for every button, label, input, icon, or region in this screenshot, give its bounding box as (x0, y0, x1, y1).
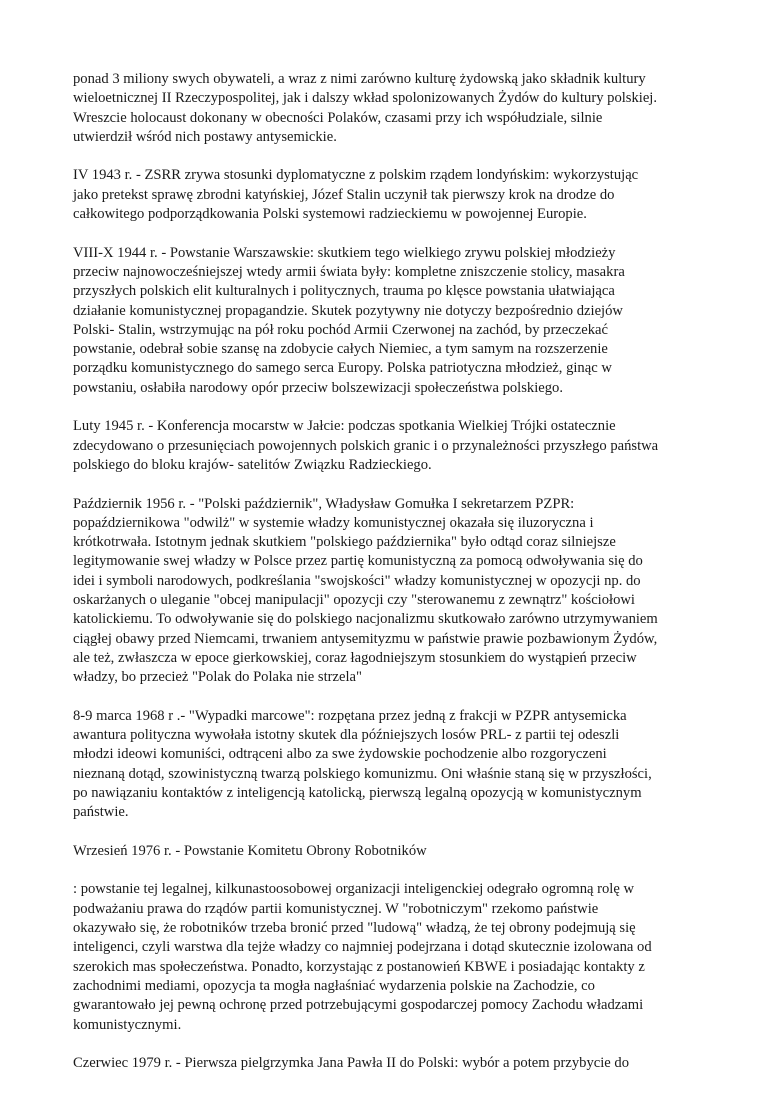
paragraph-1976-kor-heading: Wrzesień 1976 r. - Powstanie Komitetu Obrony Robotników (73, 842, 427, 859)
paragraph-1968-march: 8-9 marca 1968 r .- "Wypadki marcowe": rozpętana przez jedną z frakcji w PZPR antysemicka awantura polityczna wywołała istotny skutek dla późniejszych losów PRL- z partii tej odeszli młodzi ideowi komuniści, odtrąceni albo za swe żydowskie pochodzenie albo rozgoryczeni nieznaną dotąd, szowinistyczną twarzą polskiego komunizmu. Oni właśnie staną się w przyszłości, po nawiązaniu kontaktów z inteligencją katolicką, pierwszą legalną opozycją w komunistycznym państwie. (73, 707, 652, 821)
paragraph-1979-pilgrimage: Czerwiec 1979 r. - Pierwsza pielgrzymka Jana Pawła II do Polski: wybór a potem przybycie do (73, 1055, 630, 1072)
paragraph-1943-zsrr: IV 1943 r. - ZSRR zrywa stosunki dyplomatyczne z polskim rządem londyńskim: wykorzystując jako pretekst sprawę zbrodni katyńskiej, Józef Stalin uczynił tak pierwszy krok na drodze do całkowitego podporządkowania Polski systemowi radzieckiemu w powojennej Europie. (73, 167, 639, 223)
paragraph-1945-yalta: Luty 1945 r. - Konferencja mocarstw w Jałcie: podczas spotkania Wielkiej Trójki ostatecznie zdecydowano o przesunięciach powojennych polskich granic i o przynależności przyszłego państwa polskiego do bloku krajów- satelitów Związku Radzieckiego. (73, 418, 659, 473)
paragraph-holocaust-continuation: ponad 3 miliony swych obywateli, a wraz z nimi zarówno kulturę żydowską jako składnik kultury wieloetnicznej II Rzeczypospolitej, jak i dalszy wkład spolonizowanych Żydów do kultury polskiej. Wreszcie holocaust dokonany w obecności Polaków, czasami przy ich współudziale, silnie utwierdził wśród nich postawy antysemickie. (73, 71, 658, 145)
document-body (73, 70, 701, 1093)
paragraph-1944-warsaw-uprising: VIII-X 1944 r. - Powstanie Warszawskie: skutkiem tego wielkiego zrywu polskiej młodzieży przeciw najnowocześniejszej wtedy armii świata były: kompletne zniszczenie stolicy, masakra przyszłych polskich elit kulturalnych i politycznych, trauma po klęsce powstania ułatwiająca działanie komunistycznej propagandzie. Skutek pozytywny nie dotyczy bezpośrednio dziejów Polski- Stalin, wstrzymując na pół roku pochód Armii Czerwonej na zachód, by przeczekać powstanie, odebrał sobie szansę na zdobycie całych Niemiec, a tym samym na rozszerzenie porządku komunistycznego do samego serca Europy. Polska patriotyczna młodzież, ginąc w powstaniu, osłabiła narodowy opór przeciw bolszewizacji społeczeństwa polskiego. (73, 244, 625, 396)
paragraph-1956-october: Październik 1956 r. - "Polski październik", Władysław Gomułka I sekretarzem PZPR: popaździernikowa "odwilż" w systemie władzy komunistycznej okazała się iluzoryczna i krótkotrwała. Istotnym jednak skutkiem "polskiego października" było odtąd coraz silniejsze legitymowanie swej władzy w Polsce przez partię komunistyczną za pomocą odwoływania się do idei i symboli narodowych, podkreślania "swojskości" władzy komunistycznej w opozycji np. do oskarżanych o uleganie "obcej manipulacji" opozycji czy "sterowanemu z zewnątrz" kościołowi katolickiemu. To odwoływanie się do polskiego nacjonalizmu skutkowało zarówno utrzymywaniem ciągłej obawy przed Niemcami, trwaniem antysemityzmu w państwie prawie pozbawionym Żydów, ale też, zwłaszcza w epoce gierkowskiej, coraz łagodniejszym stosunkiem do wystąpień przeciw władzy, bo przecież "Polak do Polaka nie strzela" (73, 495, 658, 686)
paragraph-1976-kor-body: : powstanie tej legalnej, kilkunastoosobowej organizacji inteligenckiej odegrało ogromną rolę w podważaniu prawa do rządów partii komunistycznej. W "robotniczym" rzekomo państwie okazywało się, że robotników trzeba bronić przed "ludową" władzą, że tej obrony podejmują się inteligenci, czyli warstwa dla tejże władzy co najmniej podejrzana i dotąd skutecznie izolowana od szerokich mas społeczeństwa. Ponadto, korzystając z postanowień KBWE i posiadając kontakty z zachodnimi mediami, opozycja ta mogła nagłaśniać wydarzenia polskie na Zachodzie, co gwarantowało jej pewną ochronę przed potrzebującymi gospodarczej pomocy Zachodu władzami komunistycznymi. (73, 881, 652, 1033)
